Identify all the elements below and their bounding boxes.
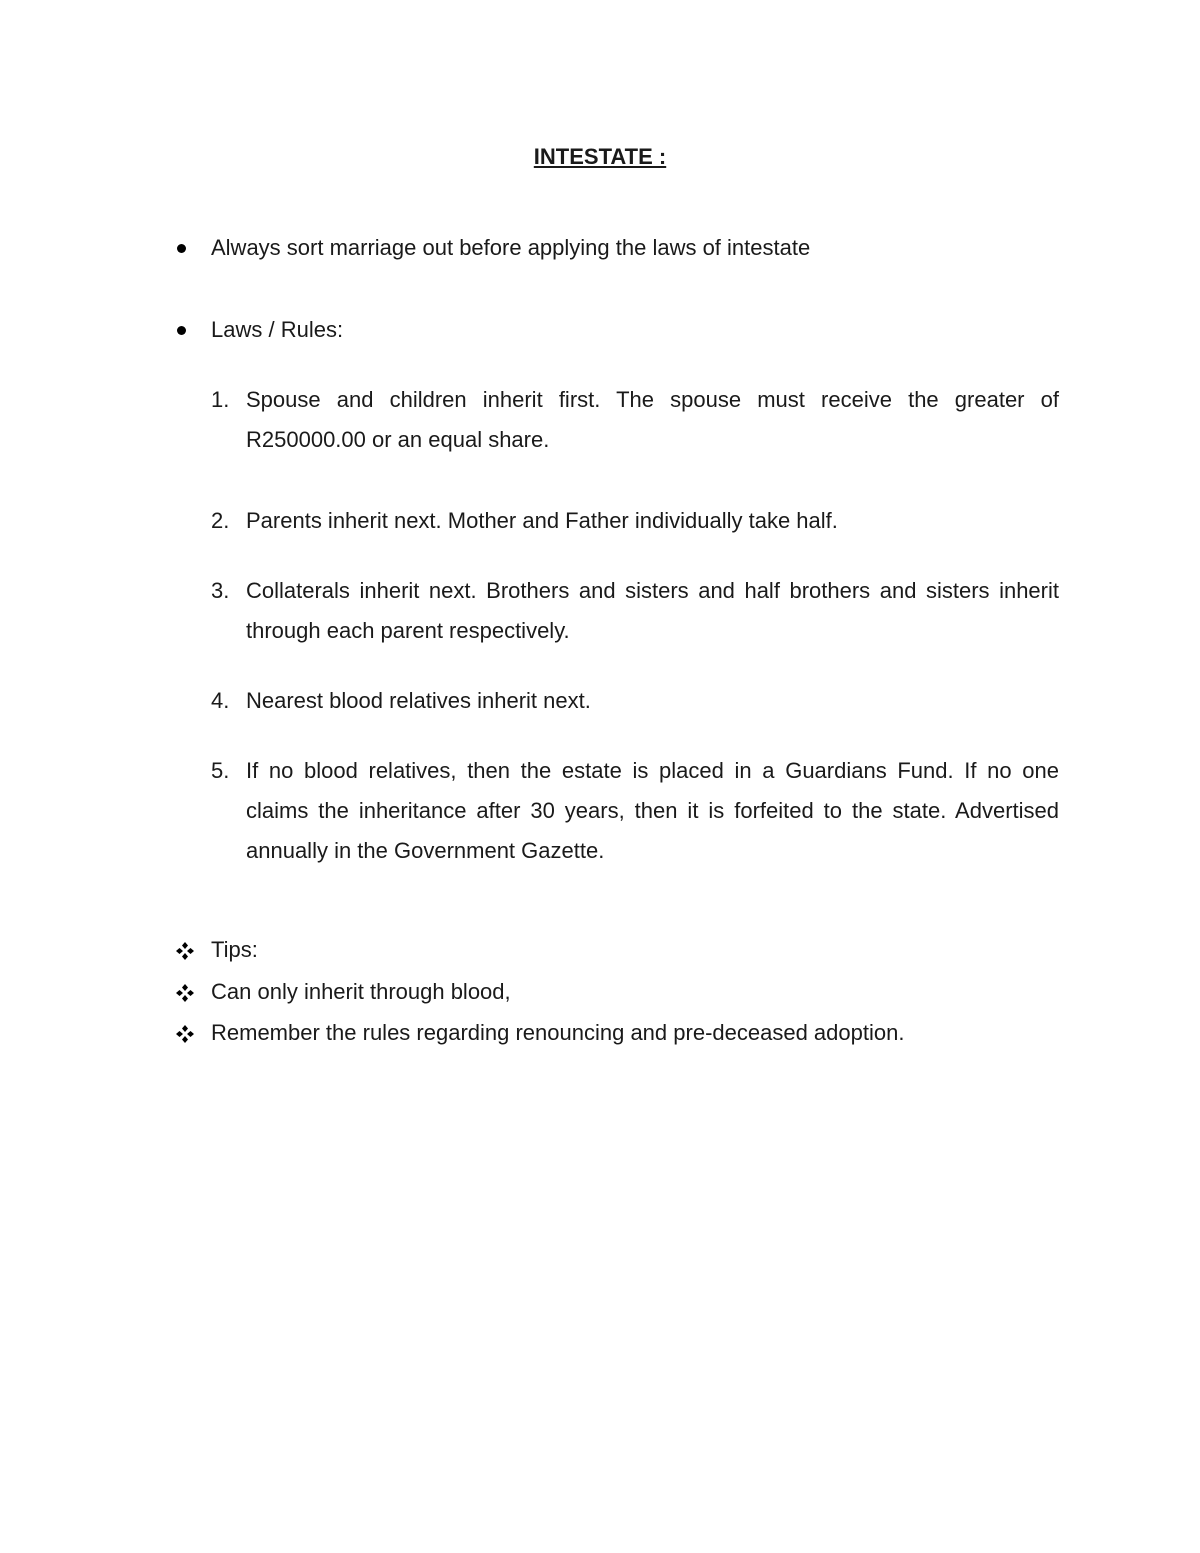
bullet-dot-icon <box>177 244 186 253</box>
rule-number: 2. <box>211 508 230 533</box>
rule-item-3 <box>211 571 1059 651</box>
bullet-text: Laws / Rules: <box>211 317 344 342</box>
bullet-text: Always sort marriage out before applying the laws of intestate <box>211 235 811 260</box>
four-diamond-icon <box>175 1024 195 1044</box>
tip-text: Tips: <box>211 937 258 962</box>
rule-text: If no blood relatives, then the estate is placed in a Guardians Fund. If no one claims the inheritance after 30 years, then it is forfeited to the state. Advertised annually in the Government Gazette. <box>246 758 1059 863</box>
rule-text: Spouse and children inherit first. The spouse must receive the greater of R250000.00 or an equal share. <box>246 387 1059 452</box>
rule-number: 3. <box>211 578 230 603</box>
rule-item-2 <box>211 501 1059 541</box>
rule-item-4 <box>211 681 1059 721</box>
rule-text: Parents inherit next. Mother and Father individually take half. <box>246 508 838 533</box>
page-title: INTESTATE : <box>533 144 667 169</box>
bullet-dot-icon <box>177 326 186 335</box>
tip-text: Remember the rules regarding renouncing and pre-deceased adoption. <box>211 1020 905 1045</box>
four-diamond-icon <box>175 983 195 1003</box>
rule-number: 1. <box>211 387 230 412</box>
rule-item-1 <box>211 380 1059 460</box>
rule-text: Collaterals inherit next. Brothers and sisters and half brothers and sisters inherit through each parent respectively. <box>246 578 1059 643</box>
rule-text: Nearest blood relatives inherit next. <box>246 688 591 713</box>
tip-text: Can only inherit through blood, <box>211 979 511 1004</box>
rule-number: 4. <box>211 688 230 713</box>
rule-number: 5. <box>211 758 230 783</box>
rule-item-5 <box>211 751 1059 871</box>
four-diamond-icon <box>175 941 195 961</box>
